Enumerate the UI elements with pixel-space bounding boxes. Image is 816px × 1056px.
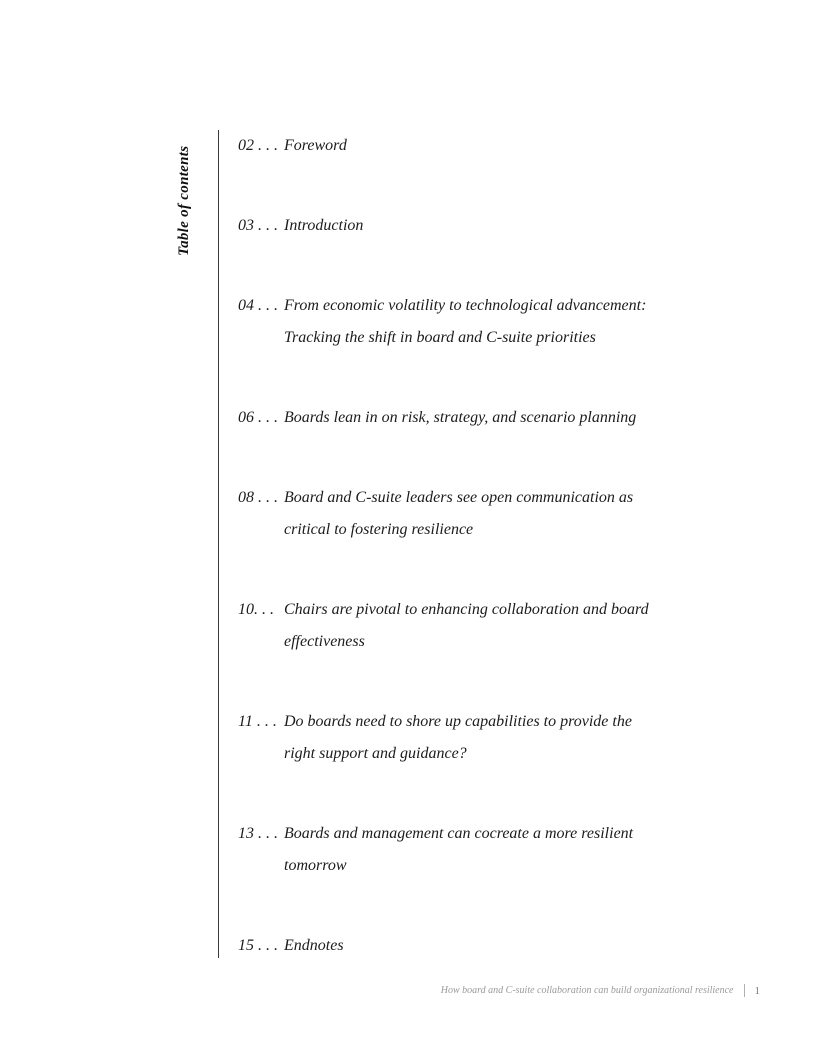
toc-entry-line: Tracking the shift in board and C-suite priorities bbox=[284, 329, 596, 346]
toc-entry bbox=[238, 930, 668, 962]
toc-entry-line: Boards and management can cocreate a more resilient bbox=[284, 825, 634, 842]
toc-sidebar-label: Table of contents bbox=[176, 145, 192, 256]
toc-entry bbox=[238, 130, 668, 162]
toc-entry-title bbox=[284, 210, 363, 242]
toc-page-number: 04 . . . bbox=[238, 297, 278, 314]
toc-page-number: 02 . . . bbox=[238, 137, 278, 154]
toc-entry-line: From economic volatility to technological advancement: bbox=[284, 297, 647, 314]
toc-page-number: 08 . . . bbox=[238, 489, 278, 506]
toc-entry-title bbox=[284, 402, 636, 434]
toc-entry-title bbox=[284, 818, 633, 882]
toc-entry-line: effectiveness bbox=[284, 633, 365, 650]
toc-page-number: 03 . . . bbox=[238, 217, 278, 234]
toc-entry-title bbox=[284, 706, 632, 770]
toc-entry-title bbox=[284, 130, 347, 162]
toc-entry-title bbox=[284, 930, 344, 962]
toc-entry bbox=[238, 482, 668, 546]
toc-entry bbox=[238, 290, 668, 354]
toc-list bbox=[238, 130, 668, 1010]
toc-page-number: 06 . . . bbox=[238, 409, 278, 426]
toc-entry-title bbox=[284, 594, 649, 658]
toc-entry-line: Foreword bbox=[284, 137, 347, 154]
toc-entry-line: Board and C-suite leaders see open communication as bbox=[284, 489, 634, 506]
toc-entry-line: Chairs are pivotal to enhancing collaboration and board bbox=[284, 601, 649, 618]
toc-entry bbox=[238, 594, 668, 658]
toc-entry-line: Introduction bbox=[284, 217, 364, 234]
page-footer bbox=[441, 984, 760, 997]
toc-entry-line: Boards lean in on risk, strategy, and scenario planning bbox=[284, 409, 637, 426]
toc-entry bbox=[238, 210, 668, 242]
toc-entry bbox=[238, 706, 668, 770]
toc-entry bbox=[238, 818, 668, 882]
toc-entry-line: Endnotes bbox=[284, 937, 344, 954]
footer-document-title: How board and C-suite collaboration can build organizational resilience bbox=[440, 985, 734, 996]
toc-entry-line: right support and guidance? bbox=[284, 745, 467, 762]
footer-divider bbox=[744, 984, 745, 997]
toc-entry-line: critical to fostering resilience bbox=[284, 521, 474, 538]
footer-page-number: 1 bbox=[754, 984, 760, 997]
toc-entry-title bbox=[284, 482, 633, 546]
toc-page-number: 10. . . bbox=[238, 601, 274, 618]
toc-page-number: 13 . . . bbox=[238, 825, 278, 842]
toc-page-number: 11 . . . bbox=[238, 713, 277, 730]
toc-entry-line: tomorrow bbox=[284, 857, 347, 874]
toc-page-number: 15 . . . bbox=[238, 937, 278, 954]
toc-entry-line: Do boards need to shore up capabilities to provide the bbox=[284, 713, 632, 730]
vertical-divider bbox=[218, 130, 219, 958]
toc-entry-title bbox=[284, 290, 646, 354]
toc-entry bbox=[238, 402, 668, 434]
